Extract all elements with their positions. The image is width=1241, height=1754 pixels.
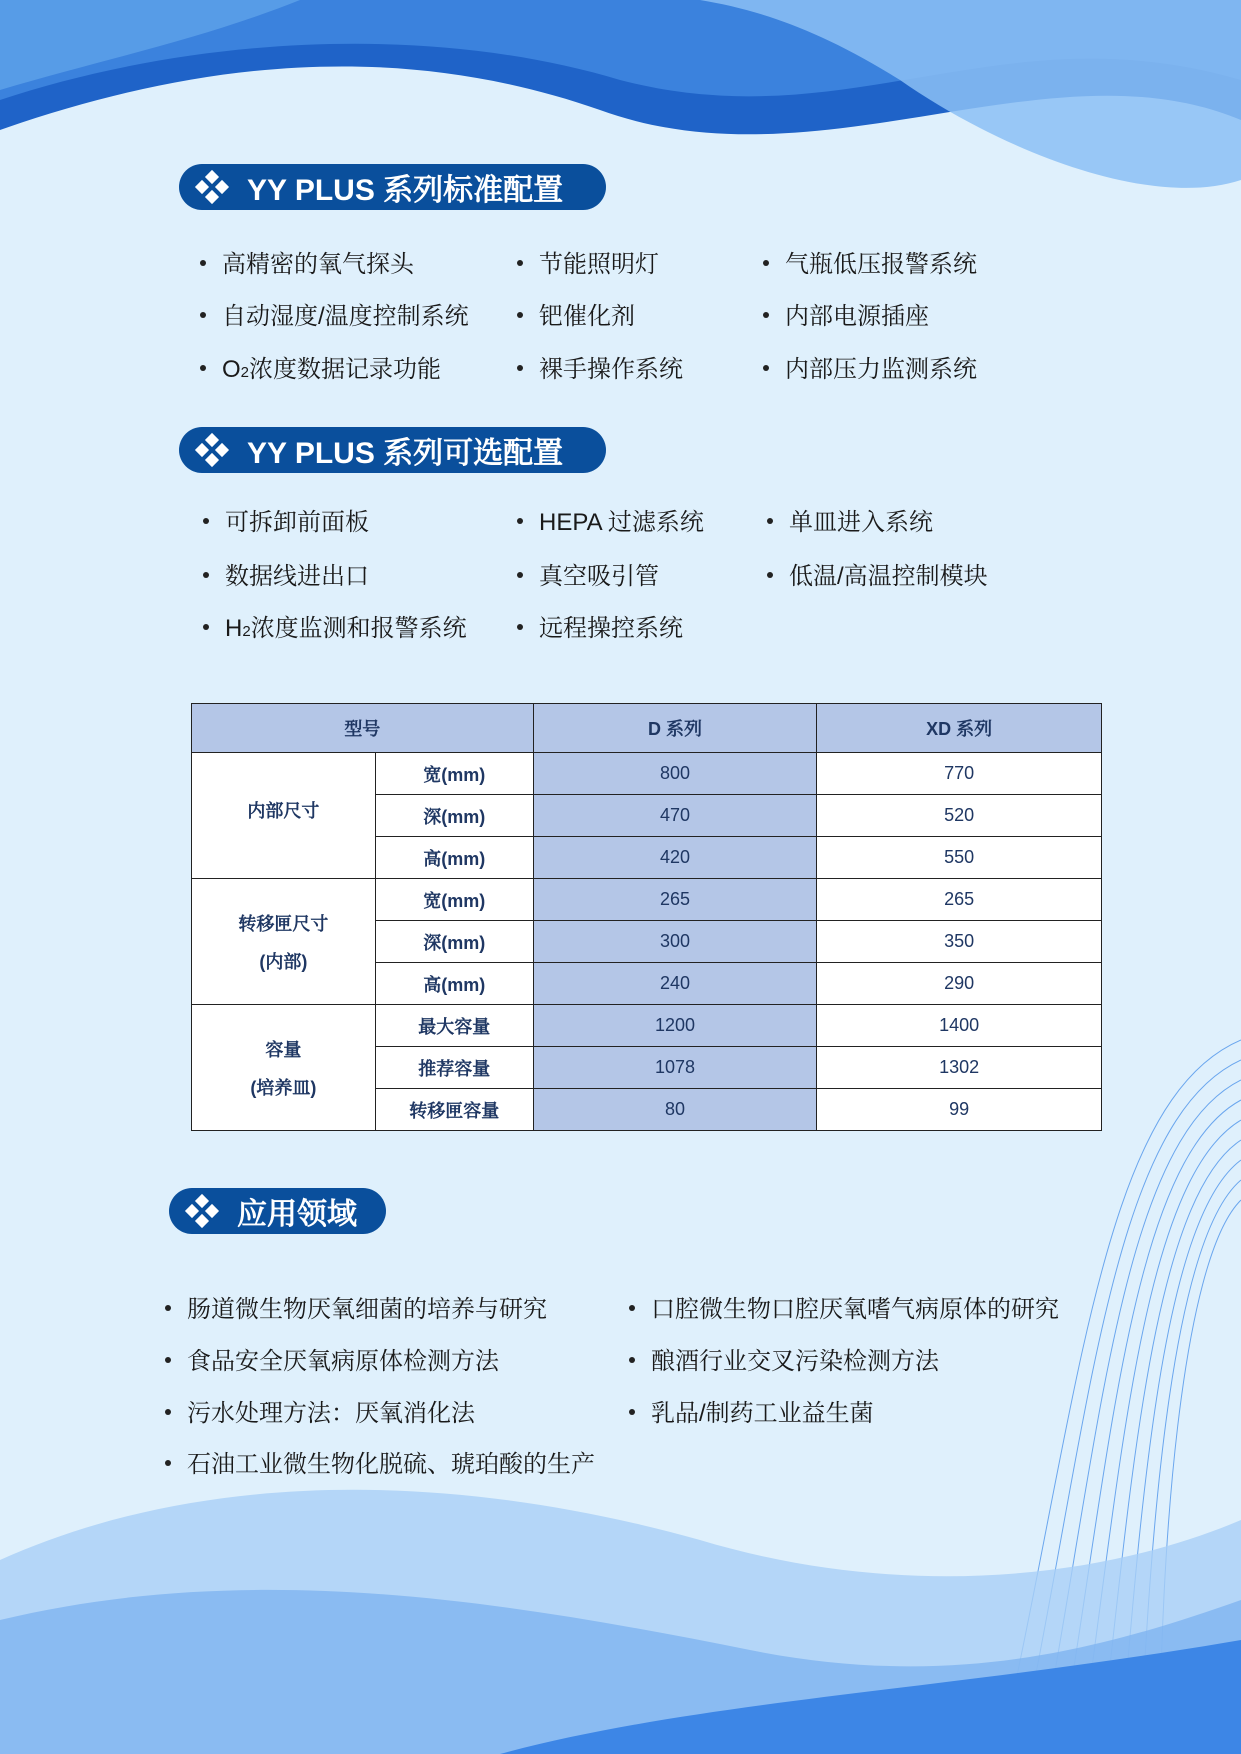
xd-series-value: 265	[817, 879, 1102, 921]
list-item	[763, 349, 977, 384]
list-item	[517, 244, 659, 279]
list-item	[629, 1341, 939, 1376]
row-label: 高(mm)	[375, 963, 533, 1005]
list-item-text: 数据线进出口	[225, 563, 369, 590]
list-item	[200, 349, 441, 384]
d-series-value: 1200	[533, 1005, 817, 1047]
table-row	[192, 1005, 1102, 1047]
list-item-text: 酿酒行业交叉污染检测方法	[651, 1348, 939, 1375]
section-title: YY PLUS 系列可选配置	[247, 437, 564, 470]
list-item	[767, 502, 933, 537]
diamond-icon	[197, 435, 227, 465]
bullet-icon	[763, 365, 769, 371]
group-title: 转移匣尺寸	[238, 913, 329, 934]
xd-series-value: 290	[817, 963, 1102, 1005]
row-label: 最大容量	[375, 1005, 533, 1047]
list-item	[165, 1444, 595, 1479]
list-item	[767, 556, 988, 591]
list-item-text: 口腔微生物口腔厌氧嗜气病原体的研究	[651, 1296, 1059, 1323]
bullet-icon	[165, 1357, 171, 1363]
bullet-icon	[767, 572, 773, 578]
list-item	[200, 296, 469, 331]
list-item-text: 低温/高温控制模块	[789, 563, 988, 590]
d-series-value: 470	[533, 795, 817, 837]
list-item-text: 内部电源插座	[785, 303, 929, 330]
d-series-value: 420	[533, 837, 817, 879]
list-item-text: 石油工业微生物化脱硫、琥珀酸的生产	[187, 1451, 595, 1478]
xd-series-value: 1400	[817, 1005, 1102, 1047]
bullet-icon	[203, 572, 209, 578]
section-header-standard	[179, 164, 606, 210]
section-header-optional	[179, 427, 606, 473]
table-row	[192, 879, 1102, 921]
bullet-icon	[200, 365, 206, 371]
header-model: 型号	[192, 704, 534, 753]
list-item	[629, 1289, 1059, 1324]
spec-table	[191, 703, 1102, 1131]
section-title: YY PLUS 系列标准配置	[247, 174, 564, 207]
list-item-text: 节能照明灯	[539, 251, 659, 278]
d-series-value: 1078	[533, 1047, 817, 1089]
group-label	[192, 1005, 376, 1131]
row-label: 转移匣容量	[375, 1089, 533, 1131]
list-item-text: 可拆卸前面板	[225, 509, 369, 536]
group-title: 容量	[265, 1039, 302, 1060]
xd-series-value: 770	[817, 753, 1102, 795]
group-label	[192, 879, 376, 1005]
list-item-text: 浓度监测和报警系统	[250, 615, 467, 642]
list-item	[203, 608, 467, 643]
list-item-text: 自动湿度/温度控制系统	[222, 303, 469, 330]
list-item	[763, 244, 977, 279]
bullet-icon	[517, 365, 523, 371]
xd-series-value: 99	[817, 1089, 1102, 1131]
section-title: 应用领域	[237, 1198, 357, 1231]
bullet-icon	[517, 572, 523, 578]
row-label: 深(mm)	[375, 921, 533, 963]
list-item	[629, 1393, 874, 1428]
list-item-text: 乳品/制药工业益生菌	[651, 1400, 874, 1427]
formula-subscript: 2	[240, 364, 250, 381]
bullet-icon	[165, 1305, 171, 1311]
list-item	[517, 608, 683, 643]
list-item	[517, 556, 659, 591]
group-subtitle: (培养皿)	[250, 1077, 317, 1098]
diamond-icon	[197, 172, 227, 202]
row-label: 深(mm)	[375, 795, 533, 837]
bullet-icon	[203, 624, 209, 630]
xd-series-value: 550	[817, 837, 1102, 879]
list-item	[165, 1393, 475, 1428]
d-series-value: 800	[533, 753, 817, 795]
xd-series-value: 350	[817, 921, 1102, 963]
row-label: 宽(mm)	[375, 879, 533, 921]
list-item-text: 高精密的氧气探头	[222, 251, 414, 278]
bullet-icon	[200, 312, 206, 318]
bullet-icon	[517, 624, 523, 630]
list-item	[517, 502, 704, 537]
list-item-text: 远程操控系统	[539, 615, 683, 642]
d-series-value: 80	[533, 1089, 817, 1131]
d-series-value: 300	[533, 921, 817, 963]
list-item	[200, 244, 414, 279]
bullet-icon	[629, 1357, 635, 1363]
list-item-text: 污水处理方法：厌氧消化法	[187, 1400, 475, 1427]
list-item	[203, 502, 369, 537]
table-row	[192, 753, 1102, 795]
list-item-text: HEPA 过滤系统	[539, 509, 704, 536]
list-item-text: 真空吸引管	[539, 563, 659, 590]
d-series-value: 265	[533, 879, 817, 921]
list-item-text: 内部压力监测系统	[785, 356, 977, 383]
group-subtitle: (内部)	[259, 951, 308, 972]
bullet-icon	[165, 1460, 171, 1466]
formula-subscript: 2	[242, 623, 251, 640]
list-item-text: 单皿进入系统	[789, 509, 933, 536]
section-header-applications	[169, 1188, 386, 1234]
formula-prefix: H	[225, 615, 243, 642]
list-item-text: 钯催化剂	[539, 303, 635, 330]
bullet-icon	[203, 518, 209, 524]
list-item-text: 裸手操作系统	[539, 356, 683, 383]
table-header-row	[192, 704, 1102, 753]
bullet-icon	[767, 518, 773, 524]
bullet-icon	[629, 1409, 635, 1415]
list-item-text: 肠道微生物厌氧细菌的培养与研究	[187, 1296, 547, 1323]
bullet-icon	[165, 1409, 171, 1415]
list-item	[165, 1341, 499, 1376]
list-item-text: 气瓶低压报警系统	[785, 251, 977, 278]
bullet-icon	[200, 260, 206, 266]
bullet-icon	[629, 1305, 635, 1311]
list-item	[517, 296, 635, 331]
bullet-icon	[763, 312, 769, 318]
header-d-series: D 系列	[533, 704, 817, 753]
list-item-text: 浓度数据记录功能	[249, 356, 442, 383]
list-item	[517, 349, 683, 384]
group-label	[192, 753, 376, 879]
header-xd-series: XD 系列	[817, 704, 1102, 753]
row-label: 高(mm)	[375, 837, 533, 879]
row-label: 宽(mm)	[375, 753, 533, 795]
bullet-icon	[517, 260, 523, 266]
list-item	[165, 1289, 547, 1324]
formula-prefix: O	[222, 356, 241, 383]
row-label: 推荐容量	[375, 1047, 533, 1089]
bullet-icon	[517, 312, 523, 318]
group-title: 内部尺寸	[247, 800, 320, 821]
list-item	[203, 556, 369, 591]
xd-series-value: 520	[817, 795, 1102, 837]
bullet-icon	[763, 260, 769, 266]
xd-series-value: 1302	[817, 1047, 1102, 1089]
list-item-text: 食品安全厌氧病原体检测方法	[187, 1348, 499, 1375]
d-series-value: 240	[533, 963, 817, 1005]
diamond-icon	[187, 1196, 217, 1226]
bullet-icon	[517, 518, 523, 524]
list-item	[763, 296, 929, 331]
